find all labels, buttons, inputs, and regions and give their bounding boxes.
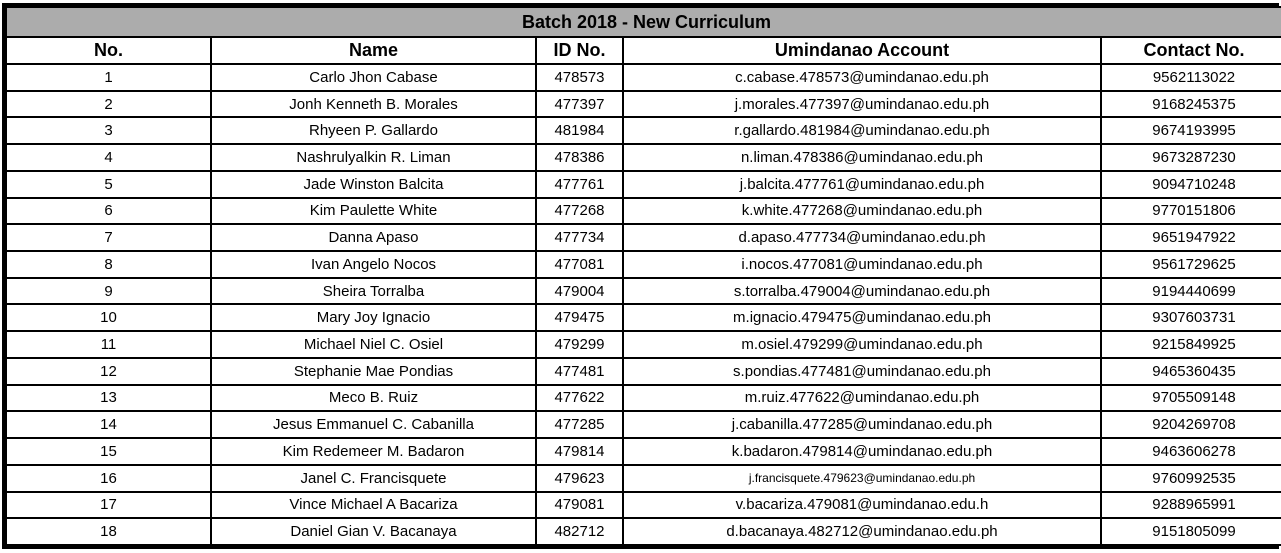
cell-contact[interactable]: 9168245375 [1101,91,1281,118]
cell-account[interactable]: s.torralba.479004@umindanao.edu.ph [623,278,1101,305]
cell-id[interactable]: 479004 [536,278,623,305]
cell-contact[interactable]: 9770151806 [1101,198,1281,225]
cell-id[interactable]: 477761 [536,171,623,198]
cell-contact[interactable]: 9760992535 [1101,465,1281,492]
cell-account[interactable]: j.cabanilla.477285@umindanao.edu.ph [623,411,1101,438]
cell-id[interactable]: 477397 [536,91,623,118]
cell-id[interactable]: 479299 [536,331,623,358]
cell-name[interactable]: Stephanie Mae Pondias [211,358,536,385]
table-row [6,411,1281,438]
cell-id[interactable]: 478573 [536,64,623,91]
cell-account[interactable]: c.cabase.478573@umindanao.edu.ph [623,64,1101,91]
cell-contact[interactable]: 9705509148 [1101,385,1281,412]
cell-contact[interactable]: 9288965991 [1101,492,1281,519]
cell-id[interactable]: 477268 [536,198,623,225]
table-row [6,278,1281,305]
cell-name[interactable]: Meco B. Ruiz [211,385,536,412]
cell-contact[interactable]: 9151805099 [1101,518,1281,545]
cell-name[interactable]: Vince Michael A Bacariza [211,492,536,519]
table-title[interactable]: Batch 2018 - New Curriculum [6,7,1281,37]
cell-name[interactable]: Mary Joy Ignacio [211,304,536,331]
table-row [6,358,1281,385]
cell-name[interactable]: Jonh Kenneth B. Morales [211,91,536,118]
cell-contact[interactable]: 9651947922 [1101,224,1281,251]
cell-contact[interactable]: 9465360435 [1101,358,1281,385]
student-table-body [6,64,1281,545]
cell-id[interactable]: 477285 [536,411,623,438]
table-row [6,465,1281,492]
cell-name[interactable]: Janel C. Francisquete [211,465,536,492]
table-row [6,518,1281,545]
table-row [6,224,1281,251]
column-header-id[interactable]: ID No. [536,37,623,64]
student-table [5,6,1281,546]
cell-contact[interactable]: 9562113022 [1101,64,1281,91]
table-row [6,251,1281,278]
cell-contact[interactable]: 9215849925 [1101,331,1281,358]
cell-account[interactable]: s.pondias.477481@umindanao.edu.ph [623,358,1101,385]
cell-contact[interactable]: 9194440699 [1101,278,1281,305]
cell-account[interactable]: j.balcita.477761@umindanao.edu.ph [623,171,1101,198]
cell-id[interactable]: 482712 [536,518,623,545]
cell-contact[interactable]: 9674193995 [1101,117,1281,144]
cell-account[interactable]: d.apaso.477734@umindanao.edu.ph [623,224,1101,251]
cell-name[interactable]: Rhyeen P. Gallardo [211,117,536,144]
cell-account[interactable]: m.osiel.479299@umindanao.edu.ph [623,331,1101,358]
cell-id[interactable]: 477481 [536,358,623,385]
cell-contact[interactable]: 9673287230 [1101,144,1281,171]
cell-id[interactable]: 478386 [536,144,623,171]
cell-account[interactable]: d.bacanaya.482712@umindanao.edu.ph [623,518,1101,545]
cell-no[interactable]: 16 [6,465,211,492]
cell-name[interactable]: Kim Paulette White [211,198,536,225]
cell-account[interactable]: m.ruiz.477622@umindanao.edu.ph [623,385,1101,412]
column-header-contact[interactable]: Contact No. [1101,37,1281,64]
cell-id[interactable]: 479623 [536,465,623,492]
cell-no[interactable]: 2 [6,91,211,118]
cell-name[interactable]: Kim Redemeer M. Badaron [211,438,536,465]
table-row [6,198,1281,225]
cell-contact[interactable]: 9204269708 [1101,411,1281,438]
cell-no[interactable]: 9 [6,278,211,305]
cell-name[interactable]: Jesus Emmanuel C. Cabanilla [211,411,536,438]
column-header-name[interactable]: Name [211,37,536,64]
cell-name[interactable]: Jade Winston Balcita [211,171,536,198]
cell-account[interactable]: j.morales.477397@umindanao.edu.ph [623,91,1101,118]
cell-no[interactable]: 18 [6,518,211,545]
cell-id[interactable]: 479081 [536,492,623,519]
table-title-row [6,7,1281,37]
cell-name[interactable]: Michael Niel C. Osiel [211,331,536,358]
cell-no[interactable]: 10 [6,304,211,331]
cell-no[interactable]: 1 [6,64,211,91]
cell-contact[interactable]: 9094710248 [1101,171,1281,198]
cell-name[interactable]: Nashrulyalkin R. Liman [211,144,536,171]
table-row [6,492,1281,519]
batch-roster-table [2,3,1279,549]
cell-contact[interactable]: 9561729625 [1101,251,1281,278]
column-header-account[interactable]: Umindanao Account [623,37,1101,64]
table-row [6,331,1281,358]
cell-name[interactable]: Sheira Torralba [211,278,536,305]
cell-account[interactable]: k.badaron.479814@umindanao.edu.ph [623,438,1101,465]
cell-account[interactable]: i.nocos.477081@umindanao.edu.ph [623,251,1101,278]
table-row [6,304,1281,331]
cell-account[interactable]: v.bacariza.479081@umindanao.edu.h [623,492,1101,519]
cell-no[interactable]: 11 [6,331,211,358]
cell-account[interactable]: n.liman.478386@umindanao.edu.ph [623,144,1101,171]
cell-name[interactable]: Carlo Jhon Cabase [211,64,536,91]
column-header-no[interactable]: No. [6,37,211,64]
table-row [6,91,1281,118]
cell-id[interactable]: 477734 [536,224,623,251]
cell-no[interactable]: 17 [6,492,211,519]
cell-account[interactable]: k.white.477268@umindanao.edu.ph [623,198,1101,225]
table-row [6,64,1281,91]
cell-account[interactable]: r.gallardo.481984@umindanao.edu.ph [623,117,1101,144]
table-header-row [6,37,1281,64]
cell-id[interactable]: 477081 [536,251,623,278]
table-row [6,438,1281,465]
cell-id[interactable]: 477622 [536,385,623,412]
table-row [6,117,1281,144]
table-row [6,144,1281,171]
cell-name[interactable]: Daniel Gian V. Bacanaya [211,518,536,545]
table-row [6,385,1281,412]
cell-account[interactable]: m.ignacio.479475@umindanao.edu.ph [623,304,1101,331]
cell-contact[interactable]: 9463606278 [1101,438,1281,465]
cell-id[interactable]: 479475 [536,304,623,331]
cell-id[interactable]: 481984 [536,117,623,144]
cell-no[interactable]: 3 [6,117,211,144]
cell-no[interactable]: 4 [6,144,211,171]
table-row [6,171,1281,198]
cell-no[interactable]: 8 [6,251,211,278]
cell-name[interactable]: Danna Apaso [211,224,536,251]
cell-contact[interactable]: 9307603731 [1101,304,1281,331]
cell-no[interactable]: 7 [6,224,211,251]
cell-no[interactable]: 13 [6,385,211,412]
cell-id[interactable]: 479814 [536,438,623,465]
cell-no[interactable]: 5 [6,171,211,198]
cell-no[interactable]: 14 [6,411,211,438]
cell-no[interactable]: 12 [6,358,211,385]
cell-account[interactable]: j.francisquete.479623@umindanao.edu.ph [623,465,1101,492]
cell-name[interactable]: Ivan Angelo Nocos [211,251,536,278]
cell-no[interactable]: 15 [6,438,211,465]
cell-no[interactable]: 6 [6,198,211,225]
